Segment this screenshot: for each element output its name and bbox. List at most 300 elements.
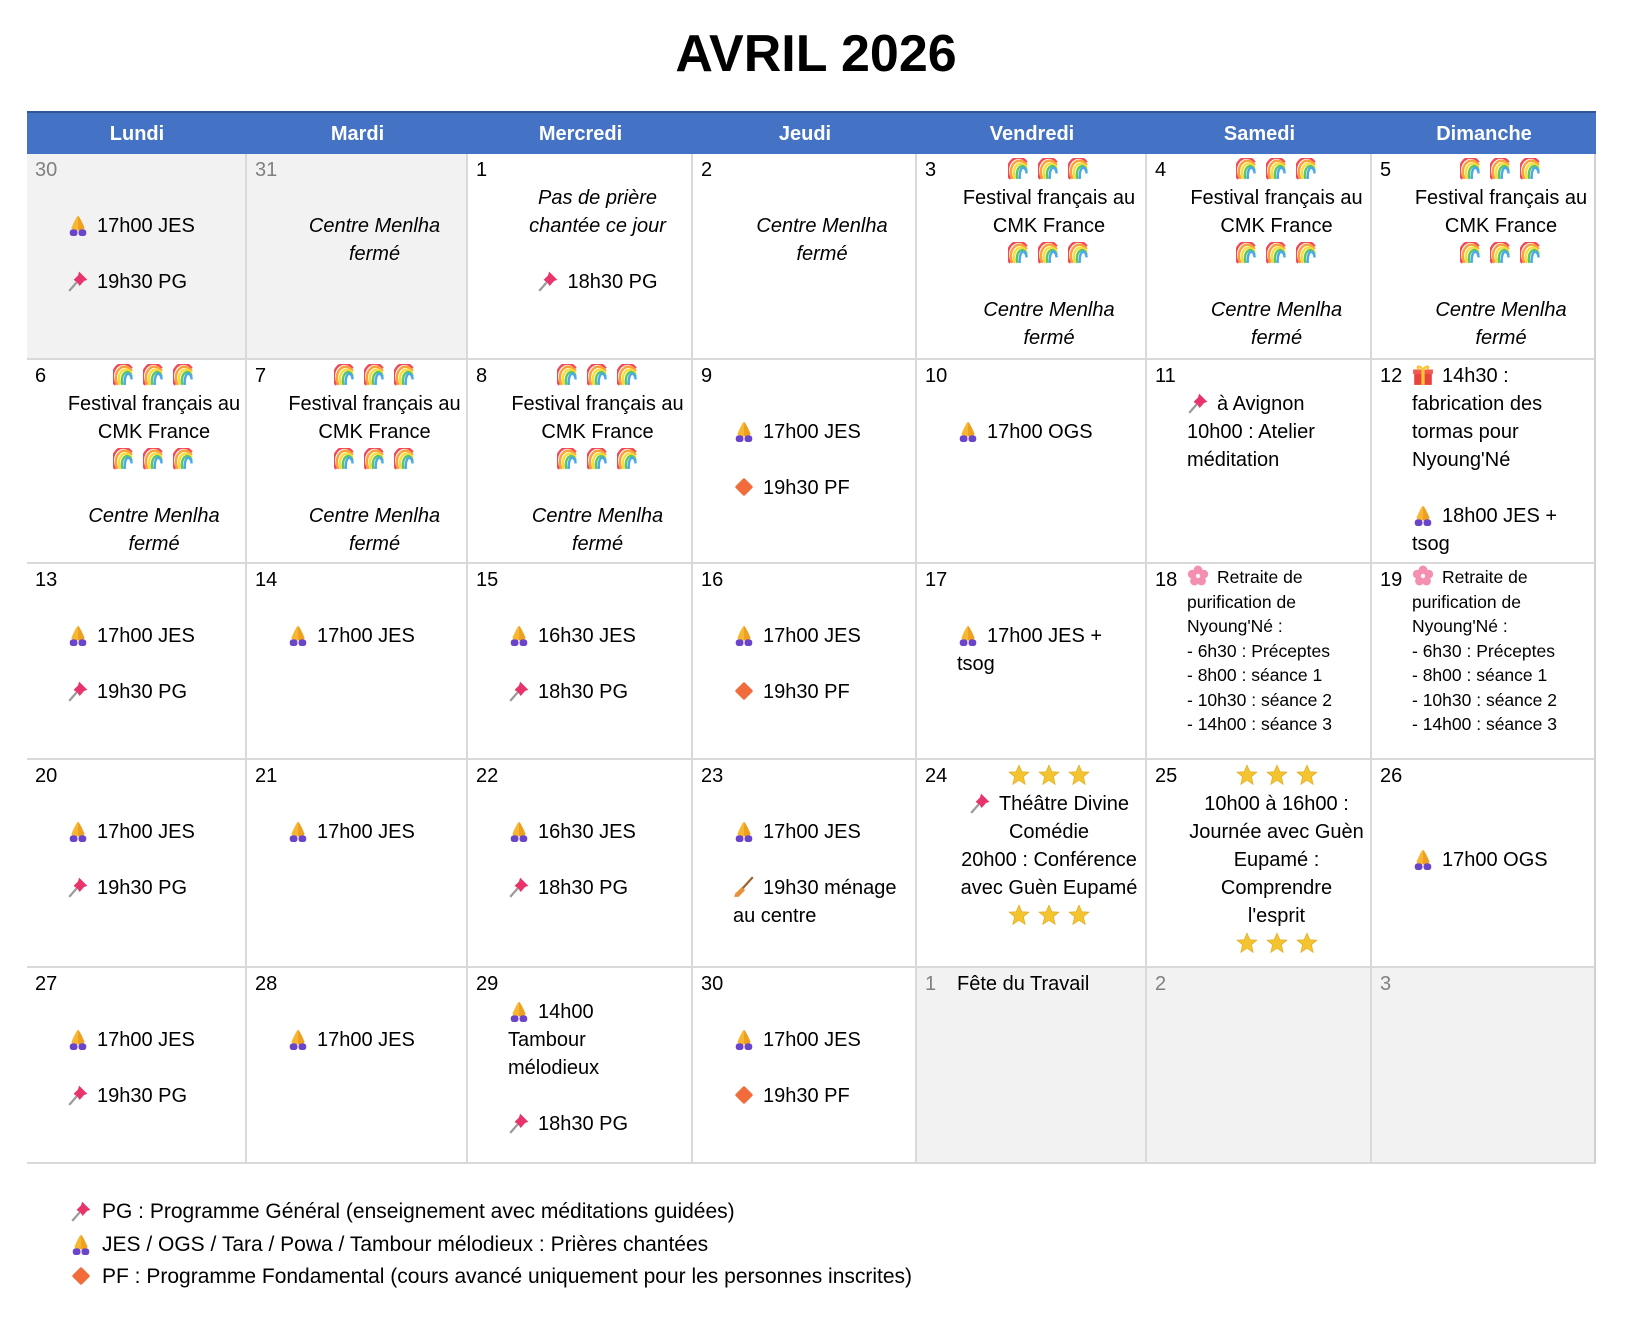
event-text: 17h00 JES — [763, 421, 861, 443]
event-text: Eupamé : — [1233, 849, 1320, 871]
event-line — [1412, 390, 1542, 418]
day-cell[interactable] — [693, 154, 917, 360]
day-number: 31 — [255, 159, 278, 181]
event-text: fermé — [128, 533, 180, 555]
event-line — [1183, 902, 1370, 930]
event-line — [953, 846, 1145, 874]
day-cell[interactable] — [468, 154, 693, 360]
event-line — [504, 212, 691, 240]
star-icon — [1296, 932, 1318, 954]
day-cell[interactable] — [1372, 564, 1596, 760]
day-number: 10 — [925, 365, 948, 387]
event-text: Festival français au — [1414, 187, 1588, 209]
event-text: à Avignon — [1217, 393, 1305, 415]
legend-item — [70, 1197, 735, 1227]
event-text: 19h30 PG — [97, 1085, 188, 1107]
rainbow-icon — [1236, 242, 1258, 264]
day-number: 24 — [925, 765, 948, 787]
event-line — [1183, 846, 1370, 874]
pray-icon — [733, 420, 755, 442]
event-text: Festival français au — [962, 187, 1136, 209]
event-text: 17h00 JES + — [987, 625, 1103, 647]
pin-icon — [1187, 392, 1209, 414]
day-cell[interactable] — [917, 564, 1147, 760]
decoration-line — [1183, 930, 1370, 958]
rainbow-icon — [173, 448, 195, 470]
day-number: 11 — [1155, 365, 1176, 387]
day-cell[interactable] — [468, 968, 693, 1164]
decoration-line — [1183, 240, 1370, 268]
event-line — [508, 1054, 599, 1082]
event-text: l'esprit — [1247, 905, 1306, 927]
event-line — [287, 818, 415, 846]
rainbow-icon — [1296, 158, 1318, 180]
rainbow-icon — [1038, 242, 1060, 264]
rainbow-icon — [1038, 158, 1060, 180]
event-line — [1412, 502, 1557, 530]
day-number: 9 — [701, 365, 713, 387]
event-text: 17h00 JES — [317, 1029, 415, 1051]
event-text: Tambour — [508, 1029, 586, 1051]
rainbow-icon — [1236, 158, 1258, 180]
rainbow-icon — [364, 364, 386, 386]
event-text: Retraite de — [1217, 567, 1303, 587]
event-text: 17h00 JES — [317, 821, 415, 843]
day-number: 22 — [476, 765, 499, 787]
event-text: fermé — [1023, 327, 1075, 349]
event-text: 14h00 — [538, 1001, 594, 1023]
day-cell[interactable] — [917, 154, 1147, 360]
decoration-line — [63, 362, 245, 390]
rainbow-icon — [1008, 242, 1030, 264]
day-cell[interactable] — [693, 564, 917, 760]
day-cell[interactable] — [27, 968, 247, 1164]
weekday-header — [27, 111, 1596, 155]
day-number: 12 — [1380, 365, 1403, 387]
day-cell[interactable] — [27, 760, 247, 968]
weekday-lundi: Lundi — [109, 123, 165, 145]
flower-icon — [1412, 565, 1434, 587]
rainbow-icon — [557, 448, 579, 470]
diamond-icon — [733, 680, 755, 702]
day-cell[interactable] — [1147, 564, 1372, 760]
event-text: CMK France — [992, 215, 1106, 237]
decoration-line — [1408, 156, 1594, 184]
day-cell[interactable] — [468, 360, 693, 564]
rainbow-icon — [1520, 242, 1542, 264]
decoration-line — [953, 156, 1145, 184]
event-line — [733, 678, 850, 706]
event-text: 20h00 : Conférence — [961, 849, 1137, 871]
event-line — [67, 874, 187, 902]
diamond-icon — [733, 1084, 755, 1106]
pray-icon — [508, 1000, 530, 1022]
event-text: 16h30 JES — [538, 625, 636, 647]
rainbow-icon — [1490, 242, 1512, 264]
event-text: 17h00 JES — [97, 625, 195, 647]
event-line — [283, 418, 466, 446]
decoration-line — [504, 446, 691, 474]
star-icon — [1008, 904, 1030, 926]
event-line — [953, 818, 1145, 846]
rainbow-icon — [394, 364, 416, 386]
event-text: Festival français au — [511, 393, 684, 415]
star-icon — [1068, 904, 1090, 926]
pray-icon — [67, 214, 89, 236]
event-text: - 14h00 : séance 3 — [1187, 714, 1332, 734]
event-line — [1187, 688, 1332, 713]
event-line — [63, 418, 245, 446]
day-number: 2 — [701, 159, 713, 181]
decoration-line — [953, 902, 1145, 930]
event-line — [1412, 846, 1548, 874]
decoration-line — [283, 362, 466, 390]
day-cell[interactable] — [693, 968, 917, 1164]
broom-icon — [733, 876, 755, 898]
event-line — [504, 184, 691, 212]
event-text: - 6h30 : Préceptes — [1412, 640, 1555, 661]
day-number: 1 — [476, 159, 488, 181]
pray-icon — [67, 1028, 89, 1050]
day-cell[interactable] — [917, 360, 1147, 564]
star-icon — [1296, 764, 1318, 786]
event-line — [1183, 184, 1370, 212]
decoration-line — [1183, 762, 1370, 790]
event-text: 18h30 PG — [538, 1113, 629, 1135]
event-text: Festival français au — [1190, 187, 1363, 209]
pray-icon — [733, 1028, 755, 1050]
event-line — [1412, 688, 1557, 713]
day-cell[interactable] — [27, 360, 247, 564]
event-text: CMK France — [318, 421, 431, 443]
event-text: mélodieux — [508, 1057, 600, 1079]
day-number: 15 — [476, 569, 499, 591]
event-text: 19h30 ménage — [763, 877, 897, 899]
event-text: 18h30 PG — [538, 681, 629, 703]
event-line — [1408, 184, 1594, 212]
event-line — [283, 390, 466, 418]
event-line — [953, 324, 1145, 352]
event-text: Centre Menlha — [1210, 299, 1343, 321]
rainbow-icon — [1008, 158, 1030, 180]
event-text: fermé — [1250, 327, 1303, 349]
event-text: 16h30 JES — [538, 821, 636, 843]
event-text: - 6h30 : Préceptes — [1187, 640, 1330, 661]
day-cell[interactable] — [247, 564, 468, 760]
pin-icon — [969, 792, 991, 814]
event-line — [953, 184, 1145, 212]
event-line — [283, 212, 466, 240]
rainbow-icon — [1296, 242, 1318, 264]
day-number: 1 — [925, 973, 937, 995]
pin-icon — [537, 270, 559, 292]
event-text: tsog — [1412, 533, 1450, 555]
event-line — [1187, 663, 1322, 688]
day-cell[interactable] — [1372, 154, 1596, 360]
event-text: Comprendre — [1220, 877, 1333, 899]
event-line — [1408, 296, 1594, 324]
rainbow-icon — [1490, 158, 1512, 180]
rainbow-icon — [143, 448, 165, 470]
day-cell[interactable] — [1372, 360, 1596, 564]
event-line — [953, 874, 1145, 902]
event-line — [283, 240, 466, 268]
event-text: Retraite de — [1442, 567, 1528, 587]
day-cell[interactable] — [247, 154, 468, 360]
day-number: 23 — [701, 765, 724, 787]
event-line — [957, 418, 1093, 446]
day-number: 2 — [1155, 973, 1167, 995]
decoration-line — [63, 446, 245, 474]
rainbow-icon — [1068, 158, 1090, 180]
event-text: 17h00 OGS — [987, 421, 1093, 443]
day-number: 6 — [35, 365, 47, 387]
pray-icon — [508, 820, 530, 842]
pray-icon — [1412, 848, 1434, 870]
legend-text: PG : Programme Général (enseignement avec méditations guidées) — [102, 1200, 735, 1223]
event-text: 18h00 JES + — [1442, 505, 1558, 527]
pray-icon — [508, 624, 530, 646]
event-line — [508, 874, 628, 902]
pray-icon — [957, 420, 979, 442]
star-icon — [1038, 764, 1060, 786]
event-line — [953, 212, 1145, 240]
star-icon — [1236, 764, 1258, 786]
event-text: au centre — [733, 905, 817, 927]
legend-text: JES / OGS / Tara / Powa / Tambour mélodieux : Prières chantées — [102, 1232, 709, 1256]
event-text: CMK France — [1444, 215, 1558, 237]
rainbow-icon — [143, 364, 165, 386]
event-line — [1408, 324, 1594, 352]
day-cell[interactable] — [27, 154, 247, 360]
pray-icon — [733, 820, 755, 842]
day-number: 18 — [1155, 569, 1178, 591]
rainbow-icon — [113, 448, 135, 470]
decoration-line — [1183, 156, 1370, 184]
day-cell[interactable] — [468, 564, 693, 760]
event-line — [733, 418, 861, 446]
event-text: purification de — [1187, 591, 1296, 612]
event-line — [504, 530, 691, 558]
rainbow-icon — [1266, 158, 1288, 180]
day-number: 27 — [35, 973, 58, 995]
event-text: CMK France — [541, 421, 654, 443]
day-cell[interactable] — [1147, 360, 1372, 564]
pray-icon — [287, 1028, 309, 1050]
day-number: 8 — [476, 365, 488, 387]
event-text: 18h30 PG — [567, 271, 658, 293]
event-line — [67, 1082, 187, 1110]
star-icon — [1236, 932, 1258, 954]
pray-icon — [287, 820, 309, 842]
event-text: - 10h30 : séance 2 — [1412, 689, 1557, 710]
event-text: fermé — [571, 533, 624, 555]
event-text: Centre Menlha — [308, 505, 441, 527]
event-text: Centre Menlha — [1435, 299, 1567, 321]
event-text: fermé — [348, 533, 401, 555]
diamond-icon — [733, 476, 755, 498]
event-text: - 10h30 : séance 2 — [1187, 689, 1332, 710]
event-line — [283, 502, 466, 530]
star-icon — [1266, 932, 1288, 954]
pin-icon — [508, 680, 530, 702]
day-number: 3 — [1380, 973, 1392, 995]
legend-text: PF : Programme Fondamental (cours avancé uniquement pour les personnes inscrites) — [102, 1265, 913, 1288]
event-line — [1412, 663, 1547, 688]
rainbow-icon — [1460, 242, 1482, 264]
day-cell[interactable] — [1372, 760, 1596, 968]
event-line — [63, 502, 245, 530]
event-line — [953, 296, 1145, 324]
pin-icon — [67, 876, 89, 898]
event-text: 17h00 JES — [763, 821, 861, 843]
pray-icon — [67, 624, 89, 646]
day-cell[interactable] — [468, 760, 693, 968]
day-number: 21 — [255, 765, 278, 787]
event-line — [67, 622, 195, 650]
day-cell[interactable] — [1147, 760, 1372, 968]
event-line — [1187, 614, 1283, 639]
event-line — [1412, 362, 1509, 390]
event-line — [733, 818, 861, 846]
rainbow-icon — [1266, 242, 1288, 264]
event-text: Centre Menlha — [88, 505, 220, 527]
event-text: 17h00 JES — [763, 1029, 861, 1051]
weekday-mercredi: Mercredi — [538, 123, 623, 145]
event-line — [1412, 614, 1508, 639]
event-line — [508, 1110, 628, 1138]
event-line — [1187, 418, 1315, 446]
event-text: chantée ce jour — [529, 215, 666, 237]
event-text: 19h30 PG — [97, 271, 188, 293]
day-cell[interactable] — [917, 760, 1147, 968]
event-line — [283, 530, 466, 558]
page-title: AVRIL 2026 — [675, 25, 957, 83]
event-line — [953, 790, 1145, 818]
day-number: 3 — [925, 159, 937, 181]
event-line — [1183, 818, 1370, 846]
day-number: 4 — [1155, 159, 1167, 181]
pray-icon — [1412, 504, 1434, 526]
rainbow-icon — [334, 364, 356, 386]
event-line — [729, 212, 915, 240]
rainbow-icon — [113, 364, 135, 386]
day-cell[interactable] — [27, 564, 247, 760]
event-text: - 14h00 : séance 3 — [1412, 714, 1557, 734]
decoration-line — [504, 362, 691, 390]
weekday-samedi: Samedi — [1223, 123, 1296, 145]
event-text: 17h00 JES — [763, 625, 861, 647]
event-text: Centre Menlha — [756, 215, 888, 237]
event-text: 17h00 JES — [97, 215, 195, 237]
event-text: 17h00 OGS — [1442, 849, 1548, 871]
event-line — [957, 970, 1089, 998]
day-number: 16 — [701, 569, 724, 591]
day-number: 25 — [1155, 765, 1178, 787]
event-line — [957, 622, 1102, 650]
event-line — [733, 1082, 850, 1110]
pin-icon — [508, 1112, 530, 1134]
day-cell[interactable] — [247, 760, 468, 968]
event-line — [1412, 418, 1519, 446]
event-text: purification de — [1412, 591, 1521, 612]
event-text: 17h00 JES — [97, 1029, 195, 1051]
event-line — [508, 622, 636, 650]
event-text: - 8h00 : séance 1 — [1187, 665, 1323, 685]
day-number: 5 — [1380, 159, 1392, 181]
event-line — [1187, 565, 1303, 590]
rainbow-icon — [1460, 158, 1482, 180]
event-text: 19h30 PG — [97, 877, 188, 899]
day-cell[interactable] — [1372, 968, 1596, 1164]
pray-icon — [70, 1233, 92, 1255]
day-number: 26 — [1380, 765, 1403, 787]
rainbow-icon — [617, 448, 639, 470]
event-text: 19h30 PG — [97, 681, 188, 703]
rainbow-icon — [617, 364, 639, 386]
event-text: CMK France — [97, 421, 211, 443]
event-line — [1183, 324, 1370, 352]
legend-item — [70, 1230, 708, 1260]
event-line — [63, 390, 245, 418]
event-text: Festival français au — [67, 393, 241, 415]
star-icon — [1008, 764, 1030, 786]
weekday-jeudi: Jeudi — [778, 123, 832, 145]
event-line — [287, 622, 415, 650]
rainbow-icon — [557, 364, 579, 386]
event-text: 19h30 PF — [763, 1085, 850, 1107]
event-line — [63, 530, 245, 558]
decoration-line — [953, 240, 1145, 268]
star-icon — [1068, 764, 1090, 786]
decoration-line — [283, 446, 466, 474]
pin-icon — [70, 1200, 92, 1222]
day-number: 28 — [255, 973, 278, 995]
star-icon — [1038, 904, 1060, 926]
day-cell[interactable] — [1147, 154, 1372, 360]
event-line — [504, 502, 691, 530]
rainbow-icon — [364, 448, 386, 470]
rainbow-icon — [587, 364, 609, 386]
event-line — [1412, 639, 1555, 664]
event-line — [1183, 874, 1370, 902]
event-text: Centre Menlha — [308, 215, 441, 237]
event-text: 19h30 PF — [763, 681, 850, 703]
event-line — [733, 622, 861, 650]
decoration-line — [953, 762, 1145, 790]
pray-icon — [733, 624, 755, 646]
event-text: 10h00 : Atelier — [1187, 421, 1315, 443]
day-cell[interactable] — [693, 760, 917, 968]
event-text: Fête du Travail — [957, 973, 1090, 995]
rainbow-icon — [173, 364, 195, 386]
day-cell[interactable] — [693, 360, 917, 564]
event-text: Nyoung'Né : — [1412, 616, 1508, 636]
day-cell[interactable] — [247, 360, 468, 564]
event-line — [1412, 565, 1528, 590]
event-line — [1187, 712, 1332, 737]
day-number: 19 — [1380, 569, 1403, 591]
event-line — [67, 268, 187, 296]
day-cell[interactable] — [917, 968, 1147, 1164]
event-line — [1412, 530, 1450, 558]
day-cell[interactable] — [1147, 968, 1372, 1164]
event-text: 10h00 à 16h00 : — [1204, 793, 1349, 815]
day-cell[interactable] — [247, 968, 468, 1164]
day-number: 13 — [35, 569, 58, 591]
day-number: 20 — [35, 765, 58, 787]
event-text: 18h30 PG — [538, 877, 629, 899]
